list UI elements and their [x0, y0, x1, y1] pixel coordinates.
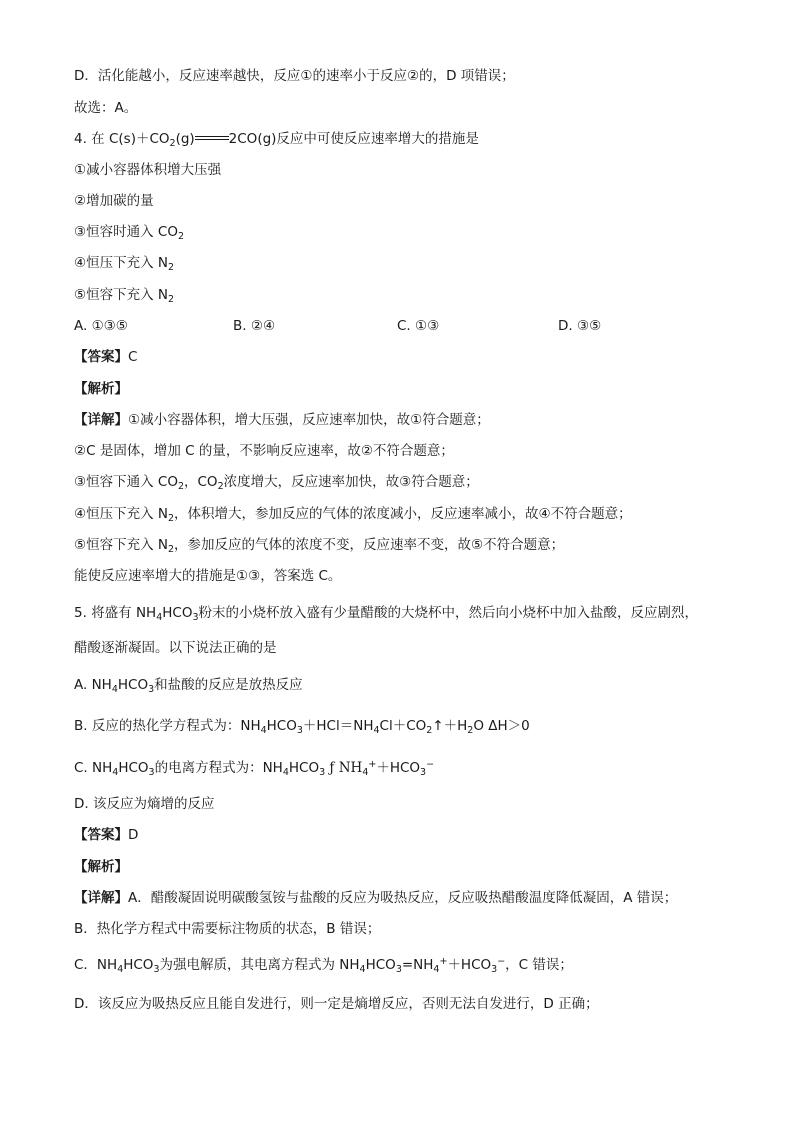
choice-c: C. ①③ — [397, 318, 440, 334]
equilibrium-arrow-icon — [195, 134, 229, 144]
answer-line: 【答案】C — [74, 349, 138, 365]
question-4-stem: 4. 在 $C(s)+CO_2(g)$ 2CO(g)反应中可使反应速率增大的措施是 — [74, 131, 479, 149]
choice-c: C. $NH_4HCO_3$的电离方程式为：$NH_4HCO_3$ ƒ $NH_4^++HCO_3^-$ — [74, 759, 435, 778]
detail-line: ③恒容下通入 $CO_2$，$CO_2$浓度增大，反应速率加快，故③符合题意； — [74, 474, 479, 492]
detail-line: 能使反应速率增大的措施是①③，答案选 C。 — [74, 568, 342, 584]
choice-a: A. ①③⑤ — [74, 318, 128, 334]
choice-d: D. 该反应为熵增的反应 — [74, 796, 215, 812]
detail-line: 【详解】①减小容器体积，增大压强，反应速率加快，故①符合题意； — [74, 412, 490, 428]
choice-b: B. 反应的热化学方程式为：$NH_4HCO_3+HCl=NH_4Cl+CO_2↑+H_2O$ ΔH＞0 — [74, 718, 530, 736]
option-item: ⑤恒容下充入 $N_2$ — [74, 287, 175, 305]
choice-a: A. $NH_4HCO_3$和盐酸的反应是放热反应 — [74, 677, 303, 695]
question-5-stem: 醋酸逐渐凝固。以下说法正确的是 — [74, 640, 277, 656]
choice-b: B. ②④ — [233, 318, 276, 334]
detail-line: ⑤恒容下充入 $N_2$，参加反应的气体的浓度不变，反应速率不变，故⑤不符合题意； — [74, 537, 565, 555]
detail-line: B．热化学方程式中需要标注物质的状态，B 错误； — [74, 921, 381, 937]
answer-line: 【答案】D — [74, 827, 139, 843]
option-item: ④恒压下充入 $N_2$ — [74, 255, 175, 273]
option-item: ①减小容器体积增大压强 — [74, 162, 222, 178]
detail-line: ②C 是固体，增加 C 的量，不影响反应速率，故②不符合题意； — [74, 443, 454, 459]
detail-line: 【详解】A．醋酸凝固说明碳酸氢铵与盐酸的反应为吸热反应，反应吸热醋酸温度降低凝固，A 错误； — [74, 890, 678, 906]
choice-d: D. ③⑤ — [558, 318, 602, 334]
question-5-stem: 5. 将盛有 $NH_4HCO_3$粉末的小烧杯放入盛有少量醋酸的大烧杯中，然后向小烧杯中加入盐酸，反应剧烈， — [74, 605, 699, 623]
option-item: ③恒容时通入 $CO_2$ — [74, 224, 184, 242]
text-line: D．活化能越小，反应速率越快，反应①的速率小于反应②的，D 项错误； — [74, 68, 515, 84]
detail-line: D．该反应为吸热反应且能自发进行，则一定是熵增反应，否则无法自发进行，D 正确； — [74, 996, 599, 1012]
option-item: ②增加碳的量 — [74, 193, 154, 209]
analysis-heading: 【解析】 — [74, 859, 128, 875]
text-line: 故选：A。 — [74, 100, 138, 116]
detail-line: ④恒压下充入 $N_2$，体积增大，参加反应的气体的浓度减小，反应速率减小，故④不符合题意； — [74, 506, 632, 524]
analysis-heading: 【解析】 — [74, 381, 128, 397]
detail-line: C．$NH_4HCO_3$为强电解质，其电离方程式为 $NH_4HCO_3=NH_4^++HCO_3^-$，C 错误； — [74, 956, 573, 975]
